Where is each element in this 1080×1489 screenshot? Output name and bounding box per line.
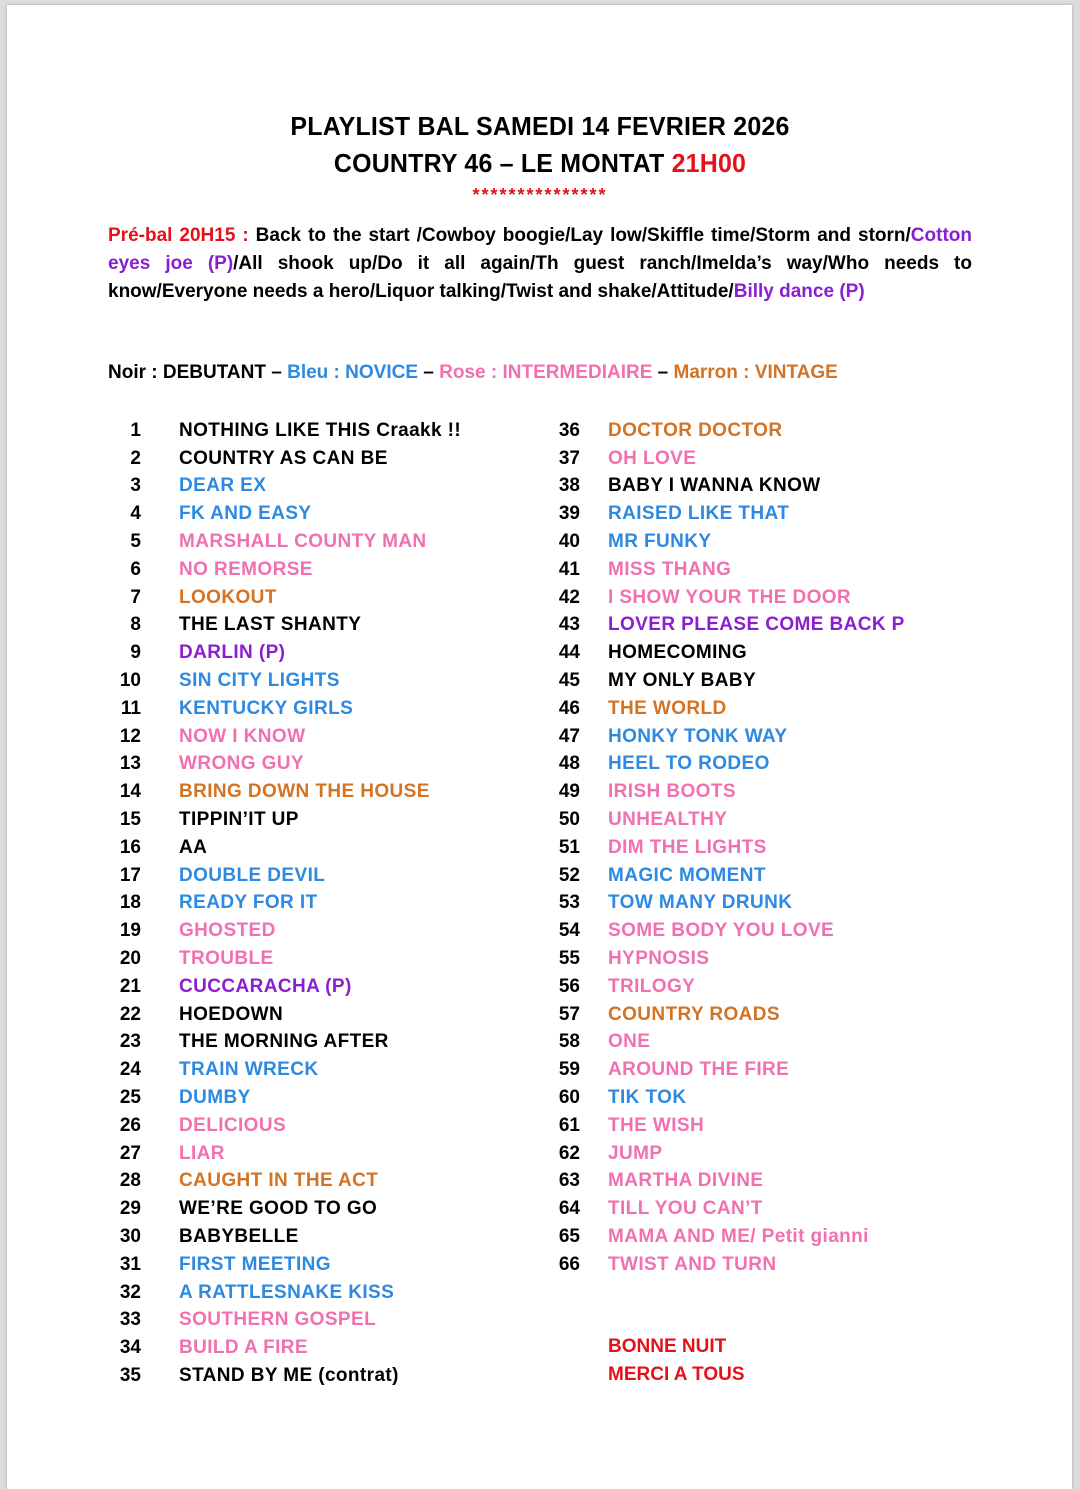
playlist-row xyxy=(108,1307,461,1335)
prebal-text-2: /All shook up/Do it all again/Th guest ranch/Imelda’s way/Who needs to know/Everyone needs a hero/Liquor talking/Twist and shake/Attitude/ xyxy=(108,253,972,302)
farewell-line-2: MERCI A TOUS xyxy=(608,1364,745,1385)
track-title: COUNTRY ROADS xyxy=(608,1003,780,1025)
prebal-highlight-2: Billy dance (P) xyxy=(733,281,865,302)
playlist-row xyxy=(108,1195,461,1223)
track-number: 49 xyxy=(558,781,580,803)
legend-debutant: Noir : DEBUTANT xyxy=(108,362,266,383)
track-title: AROUND THE FIRE xyxy=(608,1059,790,1081)
track-number: 22 xyxy=(119,1003,141,1025)
track-number: 18 xyxy=(119,892,141,914)
track-number: 63 xyxy=(558,1170,580,1192)
track-title: MAGIC MOMENT xyxy=(608,864,766,886)
track-number: 16 xyxy=(119,836,141,858)
track-title: DIM THE LIGHTS xyxy=(608,836,767,858)
track-title: SOME BODY YOU LOVE xyxy=(608,920,835,942)
track-number: 36 xyxy=(558,419,580,441)
track-number: 61 xyxy=(558,1114,580,1136)
playlist-row xyxy=(544,890,905,918)
legend-separator: – xyxy=(418,362,440,383)
playlist-row xyxy=(544,778,905,806)
track-number: 15 xyxy=(119,809,141,831)
track-title: BUILD A FIRE xyxy=(179,1337,308,1359)
playlist-row xyxy=(108,1168,461,1196)
track-number: 38 xyxy=(558,475,580,497)
playlist-row xyxy=(108,445,461,473)
track-title: THE LAST SHANTY xyxy=(179,614,362,636)
track-title: TWIST AND TURN xyxy=(608,1253,777,1275)
track-number: 1 xyxy=(130,419,141,441)
track-number: 27 xyxy=(119,1142,141,1164)
track-number: 33 xyxy=(119,1309,141,1331)
track-title: IRISH BOOTS xyxy=(608,781,736,803)
track-number: 50 xyxy=(558,809,580,831)
playlist-row xyxy=(544,1029,905,1057)
playlist-row xyxy=(544,1056,905,1084)
track-number: 56 xyxy=(558,975,580,997)
playlist-row xyxy=(544,806,905,834)
playlist-row xyxy=(108,973,461,1001)
track-title: OH LOVE xyxy=(608,447,697,469)
playlist-row xyxy=(544,1112,905,1140)
track-title: NOW I KNOW xyxy=(179,725,306,747)
track-title: ONE xyxy=(608,1031,651,1053)
track-title: COUNTRY AS CAN BE xyxy=(179,447,388,469)
playlist-row xyxy=(108,806,461,834)
track-title: HEEL TO RODEO xyxy=(608,753,770,775)
prebal-lead: Pré-bal 20H15 : xyxy=(108,225,249,246)
track-title: AA xyxy=(179,836,208,858)
playlist-row xyxy=(544,584,905,612)
track-number: 5 xyxy=(130,531,141,553)
track-title: CUCCARACHA (P) xyxy=(179,975,352,997)
playlist-row xyxy=(544,751,905,779)
playlist-row xyxy=(108,695,461,723)
playlist-row xyxy=(544,556,905,584)
track-title: TROUBLE xyxy=(179,948,274,970)
playlist-row xyxy=(108,417,461,445)
track-title: BABY I WANNA KNOW xyxy=(608,475,821,497)
track-title: HOMECOMING xyxy=(608,642,748,664)
track-number: 2 xyxy=(130,447,141,469)
track-title: MARSHALL COUNTY MAN xyxy=(179,531,427,553)
playlist-row xyxy=(108,556,461,584)
playlist-column-right xyxy=(544,417,905,1279)
playlist-row xyxy=(108,1362,461,1390)
legend-novice: Bleu : NOVICE xyxy=(287,362,418,383)
track-number: 37 xyxy=(558,447,580,469)
playlist-row xyxy=(108,1279,461,1307)
track-title: HYPNOSIS xyxy=(608,948,710,970)
track-title: TRAIN WRECK xyxy=(179,1059,319,1081)
playlist-row xyxy=(108,1084,461,1112)
track-title: WRONG GUY xyxy=(179,753,304,775)
playlist-row xyxy=(544,695,905,723)
track-title: THE WISH xyxy=(608,1114,705,1136)
track-title: DUMBY xyxy=(179,1087,251,1109)
playlist-row xyxy=(544,528,905,556)
legend-vintage: Marron : VINTAGE xyxy=(673,362,838,383)
playlist-row xyxy=(108,667,461,695)
track-title: NO REMORSE xyxy=(179,558,313,580)
track-title: DEAR EX xyxy=(179,475,267,497)
track-title: LOOKOUT xyxy=(179,586,277,608)
track-title: GHOSTED xyxy=(179,920,276,942)
track-title: I SHOW YOUR THE DOOR xyxy=(608,586,852,608)
playlist-row xyxy=(544,1140,905,1168)
track-title: THE MORNING AFTER xyxy=(179,1031,389,1053)
playlist-row xyxy=(108,862,461,890)
track-title: BRING DOWN THE HOUSE xyxy=(179,781,430,803)
playlist-row xyxy=(108,1140,461,1168)
track-title: JUMP xyxy=(608,1142,663,1164)
playlist-row xyxy=(108,1001,461,1029)
playlist-row xyxy=(108,612,461,640)
track-title: THE WORLD xyxy=(608,697,727,719)
track-number: 66 xyxy=(558,1253,580,1275)
playlist-row xyxy=(108,1112,461,1140)
track-number: 26 xyxy=(119,1114,141,1136)
track-number: 24 xyxy=(119,1059,141,1081)
playlist-row xyxy=(544,473,905,501)
track-number: 34 xyxy=(119,1337,141,1359)
track-number: 59 xyxy=(558,1059,580,1081)
playlist-row xyxy=(108,1251,461,1279)
track-number: 4 xyxy=(130,503,141,525)
track-number: 55 xyxy=(558,948,580,970)
track-title: RAISED LIKE THAT xyxy=(608,503,790,525)
playlist-column-left xyxy=(108,417,461,1390)
track-number: 8 xyxy=(130,614,141,636)
track-title: FIRST MEETING xyxy=(179,1253,331,1275)
playlist-row xyxy=(108,723,461,751)
track-title: TRILOGY xyxy=(608,975,696,997)
track-number: 62 xyxy=(558,1142,580,1164)
track-title: MR FUNKY xyxy=(608,531,712,553)
track-title: MY ONLY BABY xyxy=(608,670,757,692)
track-title: MAMA AND ME/ Petit gianni xyxy=(608,1226,869,1247)
track-title: WE’RE GOOD TO GO xyxy=(179,1198,378,1220)
farewell-message xyxy=(608,1333,745,1389)
event-venue: COUNTRY 46 – LE MONTAT xyxy=(333,148,672,178)
stars-divider: *************** xyxy=(472,185,608,205)
track-number: 39 xyxy=(558,503,580,525)
track-number: 58 xyxy=(558,1031,580,1053)
track-title: NOTHING LIKE THIS Craakk !! xyxy=(179,419,462,441)
legend-separator: – xyxy=(652,362,674,383)
prebal-highlight-1: Cotton eyes joe (P) xyxy=(108,225,972,274)
track-title: HONKY TONK WAY xyxy=(608,725,788,747)
track-number: 41 xyxy=(558,558,580,580)
track-title: READY FOR IT xyxy=(179,892,318,914)
track-number: 47 xyxy=(558,725,580,747)
track-title: MISS THANG xyxy=(608,558,732,580)
track-number: 51 xyxy=(558,836,580,858)
legend-intermediaire: Rose : INTERMEDIAIRE xyxy=(439,362,653,383)
playlist-row xyxy=(544,417,905,445)
track-title: UNHEALTHY xyxy=(608,809,728,831)
track-number: 20 xyxy=(119,948,141,970)
track-title: TIPPIN’IT UP xyxy=(179,809,299,831)
track-title: A RATTLESNAKE KISS xyxy=(179,1281,395,1303)
track-number: 28 xyxy=(119,1170,141,1192)
playlist-row xyxy=(544,723,905,751)
track-number: 52 xyxy=(558,864,580,886)
playlist-row xyxy=(108,528,461,556)
playlist-row xyxy=(108,945,461,973)
track-number: 65 xyxy=(558,1226,580,1247)
playlist-row xyxy=(544,834,905,862)
track-number: 19 xyxy=(119,920,141,942)
prebal-paragraph xyxy=(108,222,972,306)
playlist-row xyxy=(544,945,905,973)
track-title: KENTUCKY GIRLS xyxy=(179,697,354,719)
legend-separator: – xyxy=(265,362,288,383)
track-title: LOVER PLEASE COME BACK P xyxy=(608,614,905,636)
track-title: DELICIOUS xyxy=(179,1114,287,1136)
playlist-row xyxy=(544,1195,905,1223)
playlist-row xyxy=(108,1056,461,1084)
playlist-row xyxy=(544,917,905,945)
playlist-row xyxy=(108,584,461,612)
track-title: TOW MANY DRUNK xyxy=(608,892,793,914)
track-number: 46 xyxy=(558,697,580,719)
playlist-row xyxy=(108,1334,461,1362)
track-number: 6 xyxy=(130,558,141,580)
playlist-row xyxy=(544,1223,905,1251)
track-number: 14 xyxy=(119,781,141,803)
playlist-row xyxy=(544,1084,905,1112)
track-title: TIK TOK xyxy=(608,1087,687,1109)
event-subtitle xyxy=(22,148,1059,179)
track-number: 17 xyxy=(119,864,141,886)
playlist-row xyxy=(544,667,905,695)
track-number: 13 xyxy=(119,753,141,775)
farewell-line-1: BONNE NUIT xyxy=(608,1336,727,1357)
track-title: FK AND EASY xyxy=(179,503,312,525)
page-title: PLAYLIST BAL SAMEDI 14 FEVRIER 2026 xyxy=(290,111,790,141)
playlist-row xyxy=(544,1251,905,1279)
playlist-row xyxy=(544,1001,905,1029)
playlist-row xyxy=(544,500,905,528)
playlist-row xyxy=(108,1223,461,1251)
track-number: 23 xyxy=(119,1031,141,1053)
track-number: 42 xyxy=(558,586,580,608)
playlist-row xyxy=(108,834,461,862)
playlist-row xyxy=(544,973,905,1001)
track-number: 21 xyxy=(119,975,141,997)
track-title: DARLIN (P) xyxy=(179,642,286,664)
track-number: 60 xyxy=(558,1087,580,1109)
track-title: HOEDOWN xyxy=(179,1003,284,1025)
track-title: DOUBLE DEVIL xyxy=(179,864,326,886)
track-title: CAUGHT IN THE ACT xyxy=(179,1170,379,1192)
track-number: 48 xyxy=(558,753,580,775)
playlist-row xyxy=(108,500,461,528)
track-number: 11 xyxy=(120,697,141,719)
track-number: 10 xyxy=(119,670,141,692)
playlist-row xyxy=(108,1029,461,1057)
track-number: 3 xyxy=(130,475,141,497)
track-number: 43 xyxy=(558,614,580,636)
track-title: DOCTOR DOCTOR xyxy=(608,419,783,441)
playlist-row xyxy=(108,778,461,806)
playlist-row xyxy=(108,917,461,945)
prebal-text-1: Back to the start /Cowboy boogie/Lay low/Skiffle time/Storm and storn/ xyxy=(248,225,911,246)
track-number: 64 xyxy=(558,1198,580,1220)
event-time: 21H00 xyxy=(671,148,747,178)
track-number: 32 xyxy=(119,1281,141,1303)
playlist-row xyxy=(544,862,905,890)
playlist-row xyxy=(544,445,905,473)
track-title: STAND BY ME (contrat) xyxy=(179,1364,399,1386)
track-number: 31 xyxy=(119,1253,141,1275)
track-title: SIN CITY LIGHTS xyxy=(179,670,340,692)
track-number: 30 xyxy=(119,1226,141,1247)
track-number: 53 xyxy=(558,892,580,914)
track-number: 9 xyxy=(130,642,141,664)
track-title: TILL YOU CAN’T xyxy=(608,1198,763,1220)
track-number: 54 xyxy=(558,920,580,942)
playlist-row xyxy=(108,639,461,667)
track-title: BABYBELLE xyxy=(179,1226,299,1247)
level-legend xyxy=(108,362,988,384)
track-number: 35 xyxy=(119,1364,141,1386)
track-number: 7 xyxy=(130,586,141,608)
track-title: SOUTHERN GOSPEL xyxy=(179,1309,377,1331)
track-number: 29 xyxy=(119,1198,141,1220)
playlist-row xyxy=(544,639,905,667)
track-number: 25 xyxy=(119,1087,141,1109)
playlist-row xyxy=(544,612,905,640)
track-number: 44 xyxy=(558,642,580,664)
track-number: 12 xyxy=(119,725,141,747)
track-title: LIAR xyxy=(179,1142,225,1164)
track-number: 40 xyxy=(558,531,580,553)
playlist-row xyxy=(108,751,461,779)
track-number: 45 xyxy=(558,670,580,692)
playlist-row xyxy=(544,1168,905,1196)
track-title: MARTHA DIVINE xyxy=(608,1170,764,1192)
playlist-row xyxy=(108,473,461,501)
playlist-row xyxy=(108,890,461,918)
track-number: 57 xyxy=(558,1003,580,1025)
